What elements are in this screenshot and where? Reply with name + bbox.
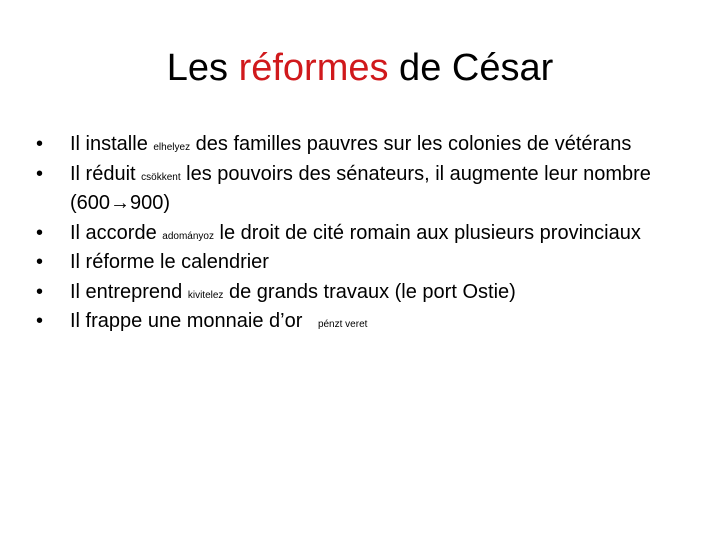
hungarian-gloss: csökkent [141, 171, 181, 183]
bullet-icon: • [36, 221, 44, 244]
bullet-item [36, 248, 686, 278]
bullet-list [36, 130, 686, 337]
bullet-text-continued: le droit de cité romain aux plusieurs provinciaux [213, 221, 641, 244]
slide-title [0, 44, 720, 92]
bullet-text: Il frappe une monnaie d’or [70, 310, 308, 332]
bullet-text: Il accorde [70, 221, 163, 244]
bullet-text-continued: de grands travaux (le port Ostie) [223, 280, 516, 303]
title-text-start: Les [166, 47, 239, 89]
bullet-item [36, 160, 686, 219]
bullet-text-continued: les pouvoirs des sénateurs, il augmente leur nombre (600→900) [70, 162, 651, 214]
bullet-text-continued: des familles pauvres sur les colonies de vétérans [190, 133, 632, 155]
bullet-icon: • [36, 251, 44, 273]
bullet-text: Il installe [70, 133, 154, 155]
bullet-icon: • [36, 133, 44, 155]
bullet-item [36, 130, 686, 160]
bullet-icon: • [36, 310, 44, 332]
hungarian-gloss: kivitelez [187, 289, 224, 301]
bullet-icon: • [36, 162, 44, 185]
bullet-text: Il réduit [70, 162, 142, 185]
bullet-item [36, 278, 686, 308]
bullet-text: Il réforme le calendrier [70, 251, 269, 273]
bullet-item [36, 307, 686, 337]
title-accent-word: réformes [238, 47, 389, 89]
title-text-end: de César [388, 47, 554, 89]
hungarian-gloss: elhelyez [153, 142, 191, 153]
hungarian-gloss: pénzt veret [317, 319, 368, 330]
bullet-item [36, 219, 686, 249]
bullet-icon: • [36, 280, 44, 303]
bullet-text: Il entreprend [70, 280, 188, 303]
hungarian-gloss: adományoz [162, 230, 214, 242]
